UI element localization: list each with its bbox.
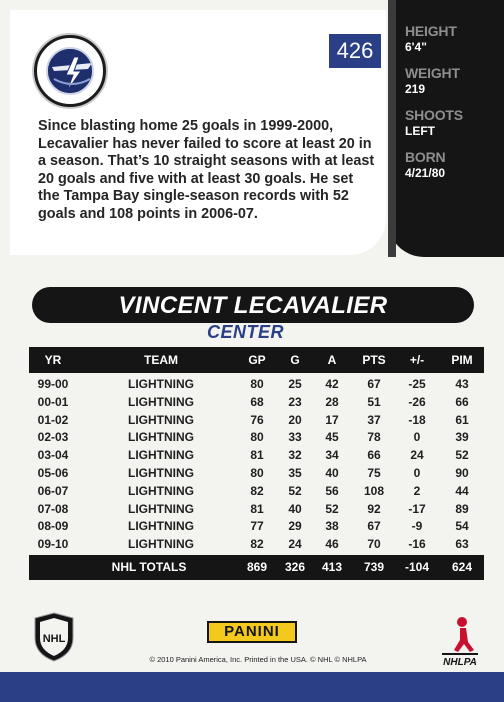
- totals-label: NHL TOTALS: [111, 560, 187, 574]
- player-info-panel: [388, 0, 504, 257]
- stat-cell-pts: 37: [367, 412, 381, 427]
- stats-row: [29, 429, 484, 447]
- stat-cell-yr: 01-02: [37, 412, 69, 427]
- stat-cell-yr: 06-07: [37, 483, 69, 498]
- stat-cell-g: 35: [288, 466, 302, 480]
- header-pts: PTS: [362, 353, 386, 367]
- height-value: 6'4": [405, 40, 427, 54]
- totals-pim: 624: [451, 560, 473, 574]
- header-pim: PIM: [451, 353, 473, 367]
- stats-row: [29, 376, 484, 394]
- header-team: TEAM: [144, 353, 178, 367]
- stat-cell-gp: 80: [250, 377, 264, 391]
- height-label: HEIGHT: [405, 23, 457, 39]
- lightning-logo-icon: [34, 35, 106, 107]
- stat-cell-pts: 75: [367, 466, 381, 480]
- stat-cell-pim: 61: [455, 412, 469, 427]
- stat-cell-pm: -18: [408, 412, 426, 427]
- stat-cell-team: LIGHTNING: [128, 466, 194, 480]
- stat-cell-pm: -16: [408, 537, 426, 552]
- stats-row: [29, 518, 484, 536]
- header-gp: GP: [248, 353, 266, 367]
- nhlpa-logo-icon: [438, 614, 482, 668]
- stat-cell-g: 20: [288, 412, 302, 427]
- stat-cell-gp: 81: [250, 448, 264, 463]
- stat-cell-gp: 77: [250, 519, 264, 534]
- stats-row: [29, 483, 484, 501]
- stat-cell-yr: 02-03: [37, 430, 69, 445]
- stat-cell-pim: 54: [455, 519, 469, 534]
- stat-cell-yr: 05-06: [37, 466, 69, 480]
- stat-cell-yr: 99-00: [37, 377, 69, 391]
- born-value: 4/21/80: [405, 166, 446, 180]
- totals-a: 413: [321, 560, 343, 574]
- stat-cell-pim: 89: [455, 501, 469, 516]
- name-banner: [32, 287, 474, 323]
- nhl-shield-icon: [33, 612, 75, 662]
- stat-cell-g: 23: [288, 394, 302, 409]
- stat-cell-team: LIGHTNING: [128, 377, 194, 391]
- stat-cell-a: 56: [325, 483, 339, 498]
- stat-cell-pim: 39: [455, 430, 469, 445]
- stat-cell-g: 33: [288, 430, 302, 445]
- stat-cell-pim: 52: [455, 448, 469, 463]
- stat-cell-pm: 0: [413, 466, 421, 480]
- stat-cell-a: 40: [325, 466, 339, 480]
- stat-cell-pim: 90: [455, 466, 469, 480]
- nhl-logo-text: NHL: [42, 633, 66, 645]
- stat-cell-yr: 07-08: [37, 501, 69, 516]
- stat-cell-team: LIGHTNING: [128, 448, 194, 463]
- stat-cell-gp: 82: [250, 483, 264, 498]
- header-plus-minus: +/-: [409, 353, 425, 367]
- header-a: A: [327, 353, 337, 367]
- stat-cell-g: 24: [288, 537, 302, 552]
- stat-cell-pim: 63: [455, 537, 469, 552]
- stats-row: [29, 447, 484, 465]
- stat-cell-g: 52: [288, 483, 302, 498]
- header-g: G: [290, 353, 300, 367]
- stat-cell-pm: 24: [410, 448, 424, 463]
- stat-cell-pm: -9: [411, 519, 423, 534]
- stat-cell-a: 52: [325, 501, 339, 516]
- stat-cell-yr: 08-09: [37, 519, 69, 534]
- weight-value: 219: [405, 82, 426, 96]
- stat-cell-pm: -26: [408, 394, 426, 409]
- stat-cell-team: LIGHTNING: [128, 430, 194, 445]
- stat-cell-team: LIGHTNING: [128, 519, 194, 534]
- stat-cell-pm: 0: [413, 430, 421, 445]
- born-label: BORN: [405, 149, 446, 165]
- stat-cell-pts: 67: [367, 519, 381, 534]
- stat-cell-team: LIGHTNING: [128, 483, 194, 498]
- shoots-info: [405, 107, 463, 138]
- header-yr: YR: [44, 353, 62, 367]
- stat-cell-pim: 44: [455, 483, 469, 498]
- weight-label: WEIGHT: [405, 65, 460, 81]
- stat-cell-pts: 67: [367, 377, 381, 391]
- player-position: CENTER: [207, 322, 285, 342]
- totals-gp: 869: [246, 560, 268, 574]
- stat-cell-pts: 108: [363, 483, 385, 498]
- stats-row: [29, 536, 484, 554]
- shoots-label: SHOOTS: [405, 107, 463, 123]
- stat-cell-pim: 66: [455, 394, 469, 409]
- stat-cell-pts: 92: [367, 501, 381, 516]
- stat-cell-team: LIGHTNING: [128, 501, 194, 516]
- stat-cell-team: LIGHTNING: [128, 412, 194, 427]
- stat-cell-a: 45: [325, 430, 339, 445]
- stat-cell-gp: 80: [250, 466, 264, 480]
- born-info: [405, 149, 445, 180]
- bottom-band: [0, 672, 504, 702]
- totals-g: 326: [284, 560, 306, 574]
- totals-pts: 739: [363, 560, 385, 574]
- player-blurb: Since blasting home 25 goals in 1999-2000, Lecavalier has never failed to score at least 20 in a season. That’s 10 straight seasons with at least 20 goals and five with at least 30 goals. He set the Tampa Bay single-season records with 52 goals and 108 points in 2006-07.: [38, 118, 375, 222]
- stat-cell-a: 46: [325, 537, 339, 552]
- stat-cell-a: 17: [325, 412, 339, 427]
- totals-plus-minus: -104: [404, 560, 430, 574]
- stat-cell-pm: -25: [408, 377, 426, 391]
- stat-cell-pts: 78: [367, 430, 381, 445]
- stat-cell-g: 40: [288, 501, 302, 516]
- stat-cell-g: 29: [288, 519, 302, 534]
- stat-cell-team: LIGHTNING: [128, 394, 194, 409]
- stats-row: [29, 394, 484, 412]
- legal-text: © 2010 Panini America, Inc. Printed in the USA. © NHL © NHLPA: [149, 655, 367, 664]
- stat-cell-a: 42: [325, 377, 339, 391]
- stat-cell-a: 38: [325, 519, 339, 534]
- stat-cell-pts: 66: [367, 448, 381, 463]
- stat-cell-pts: 51: [367, 394, 381, 409]
- stat-cell-yr: 03-04: [37, 448, 69, 463]
- nhlpa-logo-text: NHLPA: [443, 657, 477, 668]
- stat-cell-g: 25: [288, 377, 302, 391]
- stat-cell-pts: 70: [367, 537, 381, 552]
- panini-logo: PANINI: [207, 621, 297, 643]
- stat-cell-gp: 81: [250, 501, 264, 516]
- stat-cell-g: 32: [288, 448, 302, 463]
- stats-header-row: [29, 347, 484, 373]
- player-name: VINCENT LECAVALIER: [118, 292, 388, 319]
- stat-cell-pm: -17: [408, 501, 426, 516]
- stats-totals-row: [29, 555, 484, 580]
- stat-cell-yr: 00-01: [37, 394, 69, 409]
- card-number: 426: [329, 34, 381, 68]
- height-info: [405, 23, 457, 54]
- stat-cell-gp: 82: [250, 537, 264, 552]
- stat-cell-a: 28: [325, 394, 339, 409]
- stat-cell-gp: 80: [250, 430, 264, 445]
- stat-cell-pim: 43: [455, 377, 469, 391]
- stat-cell-yr: 09-10: [37, 537, 69, 552]
- weight-info: [405, 65, 460, 96]
- stat-cell-gp: 76: [250, 412, 264, 427]
- shoots-value: LEFT: [405, 124, 435, 138]
- stats-row: [29, 465, 484, 483]
- bio-panel: [10, 10, 386, 255]
- stat-cell-a: 34: [325, 448, 339, 463]
- stats-row: [29, 501, 484, 519]
- stats-row: [29, 412, 484, 430]
- stat-cell-gp: 68: [250, 394, 264, 409]
- stat-cell-pm: 2: [413, 483, 421, 498]
- stat-cell-team: LIGHTNING: [128, 537, 194, 552]
